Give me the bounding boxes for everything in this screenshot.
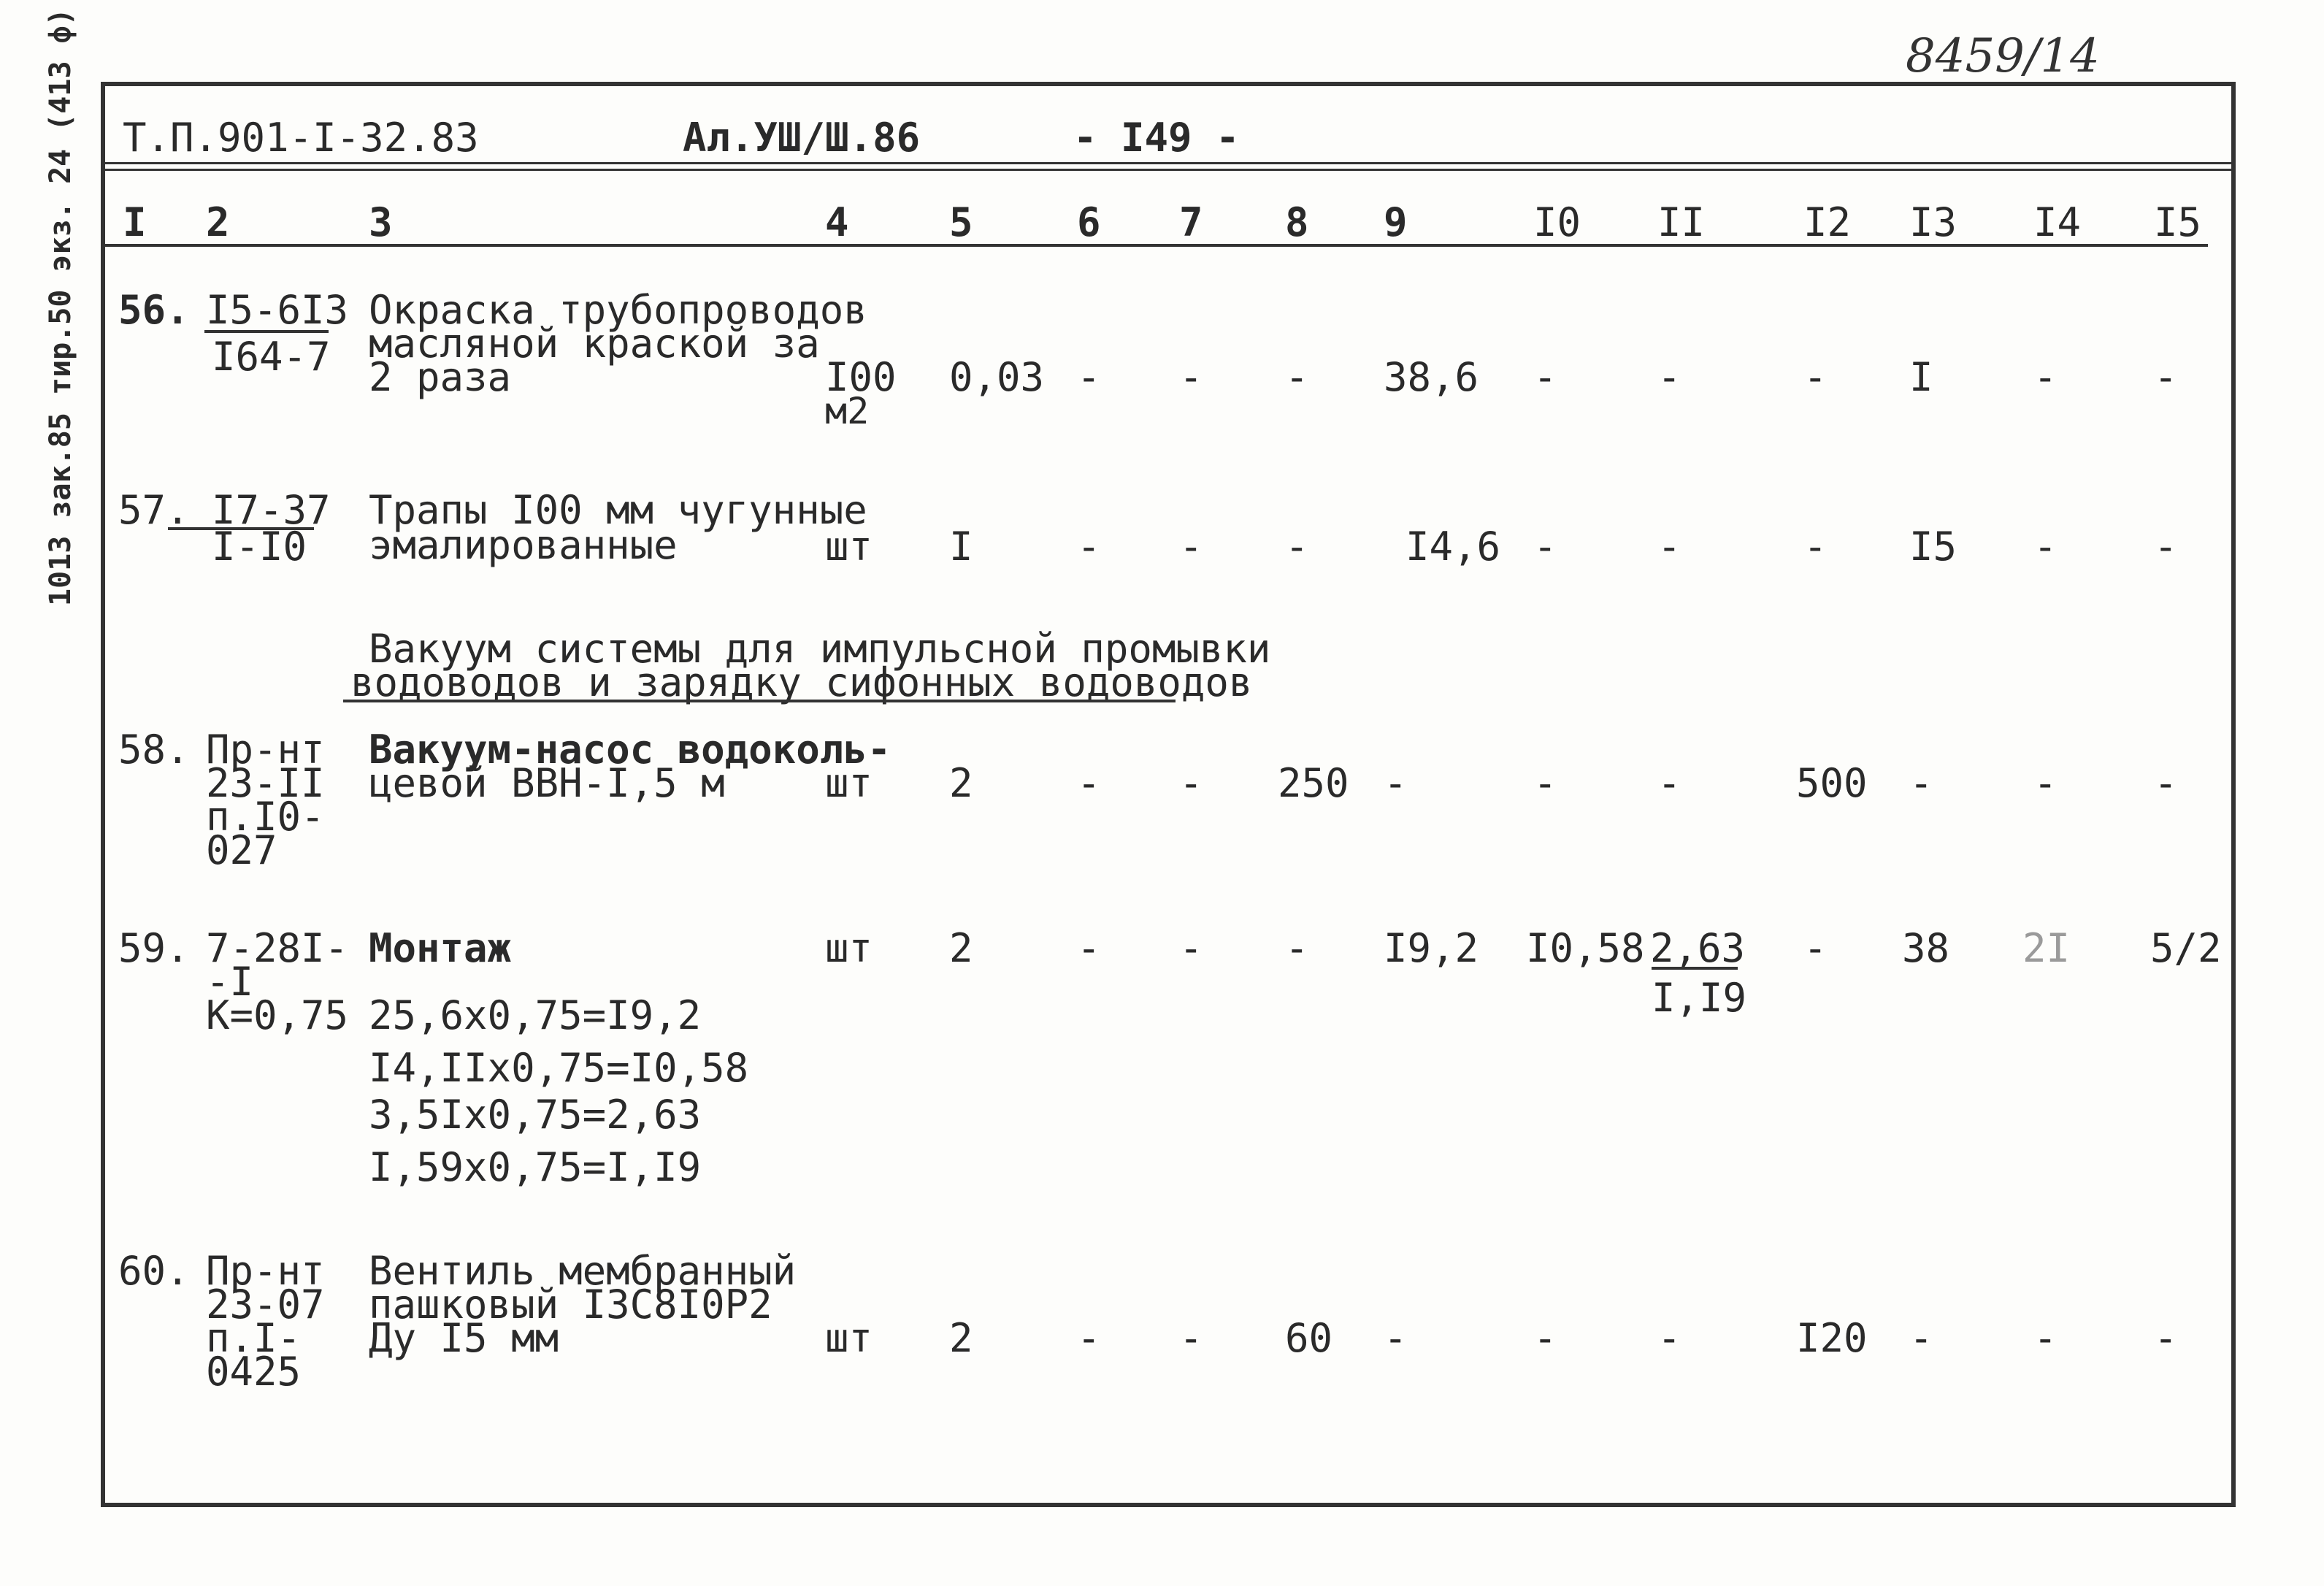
col-header: 8 xyxy=(1285,199,1309,245)
cell-14: - xyxy=(2033,1315,2058,1361)
fraction-bar xyxy=(1652,967,1738,970)
cell-10: - xyxy=(1533,524,1557,570)
section-title: Вакуум системы для импульсной промывки xyxy=(369,626,1271,672)
unit: шт xyxy=(825,524,873,570)
cell-9: - xyxy=(1384,1315,1408,1361)
unit: шт xyxy=(825,1315,873,1361)
col-header: I4 xyxy=(2033,199,2082,245)
cell-6: - xyxy=(1077,760,1101,806)
cell-15: 5/2 xyxy=(2150,925,2222,971)
cell-13: - xyxy=(1909,1315,1933,1361)
cell-14: 2I xyxy=(2022,925,2071,971)
archive-number: 8459/14 xyxy=(1906,29,2100,83)
norm-code: I7-37 xyxy=(212,487,331,533)
norm-code: п.I0- xyxy=(206,794,325,840)
item-name: Окраска трубопроводов xyxy=(369,287,867,333)
item-name: 2 раза xyxy=(369,354,512,400)
norm-code: I64-7 xyxy=(212,334,331,380)
cell-7: - xyxy=(1179,925,1203,971)
cell-5: 0,03 xyxy=(949,354,1045,400)
cell-10: - xyxy=(1533,1315,1557,1361)
cell-9: I9,2 xyxy=(1384,925,1479,971)
cell-6: - xyxy=(1077,354,1101,400)
col-header: 9 xyxy=(1384,199,1408,245)
cell-11: 2,63 xyxy=(1650,925,1746,971)
cell-12: - xyxy=(1803,354,1828,400)
fraction-bar xyxy=(204,330,329,333)
calc-line: I,59х0,75=I,I9 xyxy=(369,1144,702,1190)
col-header: 3 xyxy=(369,199,393,245)
cell-13: 38 xyxy=(1902,925,1950,971)
cell-11: - xyxy=(1657,1315,1681,1361)
norm-code: п.I- xyxy=(206,1315,302,1361)
cell-7: - xyxy=(1179,524,1203,570)
cell-9: 38,6 xyxy=(1384,354,1479,400)
item-name: цевой ВВН-I,5 м xyxy=(369,760,725,806)
section-title: водоводов и зарядку сифонных водоводов xyxy=(350,659,1253,705)
cell-5: 2 xyxy=(949,1315,973,1361)
col-header: I3 xyxy=(1909,199,1957,245)
cell-14: - xyxy=(2033,354,2058,400)
col-header: 2 xyxy=(206,199,230,245)
cell-12: - xyxy=(1803,524,1828,570)
row-number: 56. xyxy=(118,287,190,333)
cell-7: - xyxy=(1179,760,1203,806)
col-header: I2 xyxy=(1803,199,1852,245)
cell-8: - xyxy=(1285,925,1309,971)
item-name: Ду I5 мм xyxy=(369,1315,559,1361)
cell-15: - xyxy=(2154,1315,2178,1361)
col-header: 6 xyxy=(1077,199,1101,245)
album-code: Ал.УШ/Ш.86 xyxy=(683,115,921,161)
cell-12: - xyxy=(1803,925,1828,971)
col-header: 5 xyxy=(949,199,973,245)
row-number: 60. xyxy=(118,1248,190,1294)
norm-code: Пр-нт xyxy=(206,727,325,773)
cell-11: - xyxy=(1657,354,1681,400)
header-divider xyxy=(105,162,2231,171)
item-name: эмалированные xyxy=(369,522,678,568)
norm-code: 23-07 xyxy=(206,1282,325,1328)
cell-10: - xyxy=(1533,760,1557,806)
doc-code: Т.П.901-I-32.83 xyxy=(123,115,479,161)
unit: м2 xyxy=(825,390,870,432)
cell-8: 60 xyxy=(1285,1315,1333,1361)
item-name: Монтаж xyxy=(369,925,512,971)
col-header: I0 xyxy=(1533,199,1581,245)
cell-5: 2 xyxy=(949,760,973,806)
norm-code: I-I0 xyxy=(212,524,307,570)
norm-code: К=0,75 xyxy=(206,992,349,1038)
cell-15: - xyxy=(2154,354,2178,400)
unit: I00 xyxy=(825,354,897,400)
cell-8: - xyxy=(1285,524,1309,570)
calc-line: 3,5Iх0,75=2,63 xyxy=(369,1092,702,1138)
col-header: 7 xyxy=(1179,199,1203,245)
cell-7: - xyxy=(1179,354,1203,400)
cell-15: - xyxy=(2154,760,2178,806)
cell-5: 2 xyxy=(949,925,973,971)
norm-code: 027 xyxy=(206,827,277,873)
unit: шт xyxy=(825,760,873,806)
cell-7: - xyxy=(1179,1315,1203,1361)
norm-code: 0425 xyxy=(206,1349,302,1395)
cell-6: - xyxy=(1077,1315,1101,1361)
col-header: II xyxy=(1657,199,1706,245)
cell-12: 500 xyxy=(1796,760,1868,806)
item-name: Вакуум-насос водоколь- xyxy=(369,727,891,773)
section-underline xyxy=(343,700,1176,702)
col-header: 4 xyxy=(825,199,849,245)
cell-10: - xyxy=(1533,354,1557,400)
cell-5: I xyxy=(949,524,973,570)
row-number: 57. xyxy=(118,487,190,533)
item-name: масляной краской за xyxy=(369,321,820,367)
page-number: - I49 - xyxy=(1073,115,1240,161)
col-header: I xyxy=(123,199,147,245)
cell-8: 250 xyxy=(1278,760,1349,806)
row-number: 59. xyxy=(118,925,190,971)
cell-11-denominator: I,I9 xyxy=(1652,975,1747,1021)
norm-code: -I xyxy=(206,959,254,1005)
calc-line: 25,6х0,75=I9,2 xyxy=(369,992,702,1038)
item-name: Вентиль мембранный xyxy=(369,1248,797,1294)
cell-13: I5 xyxy=(1909,524,1957,570)
item-name: Трапы I00 мм чугунные xyxy=(369,487,867,533)
row-number: 58. xyxy=(118,727,190,773)
norm-code: 7-28I- xyxy=(206,925,349,971)
cell-13: - xyxy=(1909,760,1933,806)
cell-14: - xyxy=(2033,760,2058,806)
cell-10: I0,58 xyxy=(1526,925,1645,971)
col-header: I5 xyxy=(2154,199,2202,245)
calc-line: I4,IIх0,75=I0,58 xyxy=(369,1045,749,1091)
cell-6: - xyxy=(1077,925,1101,971)
column-divider xyxy=(105,244,2208,247)
unit: шт xyxy=(825,925,873,971)
norm-code: I5-6I3 xyxy=(206,287,349,333)
cell-12: I20 xyxy=(1796,1315,1868,1361)
cell-11: - xyxy=(1657,524,1681,570)
norm-code: Пр-нт xyxy=(206,1248,325,1294)
cell-14: - xyxy=(2033,524,2058,570)
side-stamp: 1013 зак.85 тир.50 экз. 24 (413 ф) xyxy=(44,8,77,606)
cell-8: - xyxy=(1285,354,1309,400)
cell-9: I4,6 xyxy=(1405,524,1501,570)
norm-code: 23-II xyxy=(206,760,325,806)
cell-11: - xyxy=(1657,760,1681,806)
cell-13: I xyxy=(1909,354,1933,400)
cell-6: - xyxy=(1077,524,1101,570)
cell-9: - xyxy=(1384,760,1408,806)
cell-15: - xyxy=(2154,524,2178,570)
item-name: пашковый I3С8I0Р2 xyxy=(369,1282,772,1328)
